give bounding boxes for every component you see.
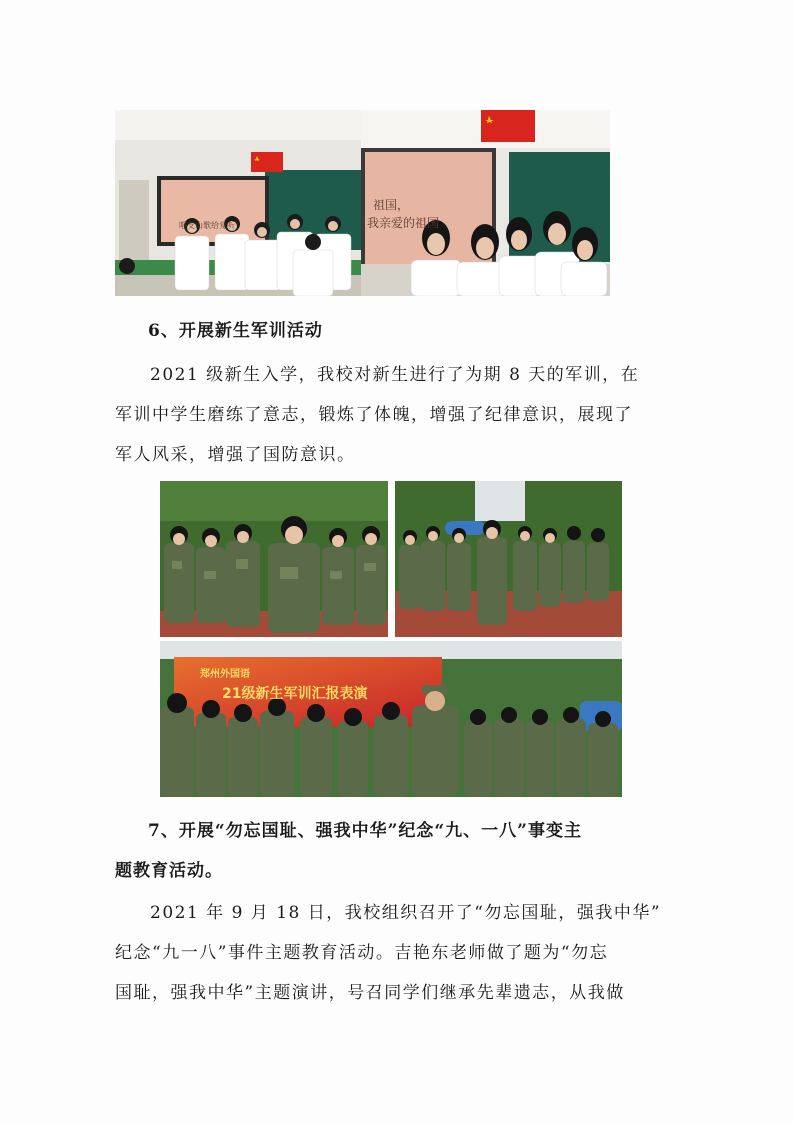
section-7-line-1: 2021 年 9 月 18 日，我校组织召开了“勿忘国耻，强我中华” [150, 903, 662, 923]
photo-training-wide [160, 641, 622, 797]
banner-text-main: 21级新生军训汇报表演 [222, 686, 368, 702]
slide-text-line2: 我亲爱的祖国 [367, 216, 440, 230]
section-6-line-3: 军人风采，增强了国防意识。 [115, 445, 356, 465]
section-7-line-3: 国耻，强我中华”主题演讲，号召同学们继承先辈遗志，从我做 [115, 983, 625, 1003]
slide-text-line1: 祖国， [373, 198, 410, 212]
photo-singing-left [115, 110, 361, 296]
photo-singing-right [361, 110, 610, 296]
slide-title-text: 唱支山歌给党听 [179, 221, 235, 230]
section-6-line-1: 2021 级新生入学，我校对新生进行了为期 8 天的军训，在 [150, 365, 640, 385]
section-7-line-2: 纪念“九一八”事件主题教育活动。吉艳东老师做了题为“勿忘 [115, 943, 609, 963]
section-6-heading: 6、开展新生军训活动 [148, 321, 323, 341]
banner-text-top: 郑州外国语 [200, 669, 250, 680]
section-6-line-2: 军训中学生磨练了意志，锻炼了体魄，增强了纪律意识，展现了 [115, 405, 633, 425]
section-7-heading-line-1: 7、开展“勿忘国耻、强我中华”纪念“九、一八”事变主 [148, 821, 582, 841]
section-7-heading-line-2: 题教育活动。 [115, 861, 223, 881]
photo-training-left [160, 481, 388, 637]
photo-training-right [395, 481, 622, 637]
